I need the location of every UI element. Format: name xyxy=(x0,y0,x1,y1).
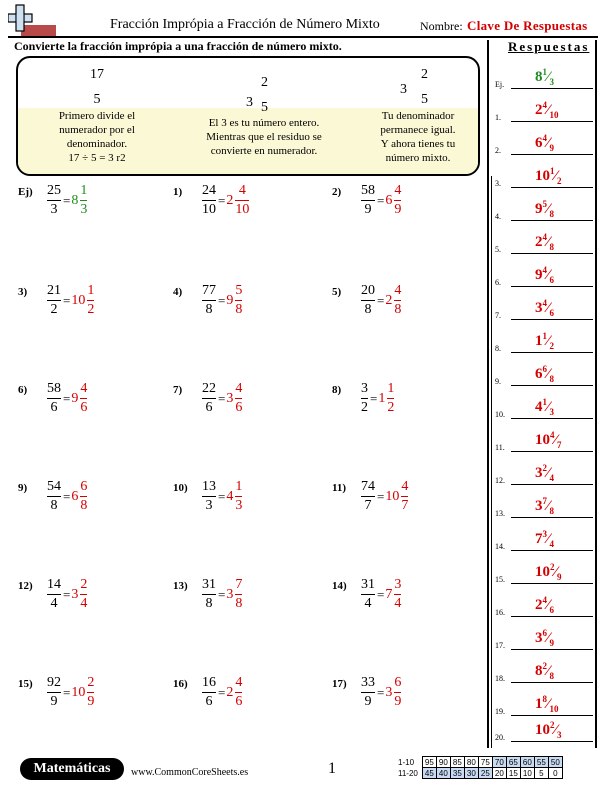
answer-row xyxy=(495,260,595,293)
example-mixed-2: 3 2 5 xyxy=(400,67,428,107)
equals-sign: = xyxy=(63,390,71,406)
score-table xyxy=(396,756,563,779)
problem-fraction: $\frac{58}{6}$ xyxy=(47,381,61,415)
answer-value: $3^4⁄_6$ xyxy=(535,298,555,318)
answer-fraction: $\frac{1}{3}$ xyxy=(235,479,243,513)
problem-fraction: $\frac{31}{8}$ xyxy=(202,577,216,611)
answer-value: $2^4⁄_6$ xyxy=(535,595,555,615)
equals-sign: = xyxy=(218,684,226,700)
problem-item xyxy=(18,284,95,317)
answer-row xyxy=(495,95,595,128)
worksheet-title: Fracción Imprópia a Fracción de Número Mixto xyxy=(110,17,380,32)
problem-number: 6) xyxy=(18,384,28,396)
answer-whole: 6 xyxy=(385,192,393,208)
answer-value: $2^4⁄_{10}$ xyxy=(535,100,559,120)
answer-label: 7. xyxy=(495,311,501,320)
problem-number: 12) xyxy=(18,580,33,592)
answer-fraction: $\frac{7}{8}$ xyxy=(235,577,243,611)
answer-label: 9. xyxy=(495,377,501,386)
equals-sign: = xyxy=(63,488,71,504)
answer-value: $10^2⁄_3$ xyxy=(535,720,562,740)
answer-row xyxy=(495,359,595,392)
answer-fraction: $\frac{3}{4}$ xyxy=(394,577,402,611)
equals-sign: = xyxy=(218,390,226,406)
problem-fraction: $\frac{25}{3}$ xyxy=(47,183,61,217)
answer-whole: 1 xyxy=(378,390,386,406)
answer-label: 10. xyxy=(495,410,505,419)
problem-item xyxy=(173,382,243,415)
example-mixed-1: 3 2 5 xyxy=(246,75,268,115)
score-cell: 95 xyxy=(422,757,436,768)
score-cell: 80 xyxy=(464,757,478,768)
answer-whole: 3 xyxy=(226,586,234,602)
answer-label: 20. xyxy=(495,733,505,742)
equals-sign: = xyxy=(218,586,226,602)
answer-line xyxy=(511,517,593,518)
answer-line xyxy=(511,741,593,742)
answer-label: 3. xyxy=(495,179,501,188)
problem-number: 8) xyxy=(332,384,342,396)
answer-line xyxy=(511,616,593,617)
problem-item xyxy=(173,284,243,317)
answer-label: Ej. xyxy=(495,80,505,89)
answer-row xyxy=(495,326,595,359)
answer-value: $9^4⁄_6$ xyxy=(535,265,555,285)
example-denominator: 5 xyxy=(93,92,101,107)
answer-line xyxy=(511,451,593,452)
problem-number: 11) xyxy=(332,482,347,494)
problem-item xyxy=(18,480,88,513)
problem-item xyxy=(332,480,409,513)
answer-label: 4. xyxy=(495,212,501,221)
answer-line xyxy=(511,253,593,254)
answer-whole: 9 xyxy=(71,390,79,406)
example-box xyxy=(16,56,480,176)
answer-row xyxy=(495,227,595,260)
equals-sign: = xyxy=(218,488,226,504)
answer-whole: 7 xyxy=(385,586,393,602)
answer-whole: 9 xyxy=(226,292,234,308)
answer-line xyxy=(511,418,593,419)
equals-sign: = xyxy=(377,488,385,504)
instruction-text: Convierte la fracción imprópia a una fracción de número mixto. xyxy=(14,39,342,53)
score-cell: 0 xyxy=(548,768,562,779)
page-number: 1 xyxy=(328,760,336,777)
problem-fraction: $\frac{24}{10}$ xyxy=(202,183,216,217)
score-cell: 5 xyxy=(534,768,548,779)
answer-fraction: $\frac{2}{9}$ xyxy=(87,675,95,709)
problem-fraction: $\frac{13}{3}$ xyxy=(202,479,216,513)
answer-fraction: $\frac{5}{8}$ xyxy=(235,283,243,317)
score-row xyxy=(396,768,562,779)
answer-label: 2. xyxy=(495,146,501,155)
example-step-2: El 3 es tu número entero. Mientras que el residuo se convierte en numerador. xyxy=(206,117,322,157)
answer-line xyxy=(511,550,593,551)
problem-item xyxy=(332,382,395,415)
answers-heading: Respuestas xyxy=(508,39,590,54)
problem-item xyxy=(18,676,95,709)
score-cell: 10 xyxy=(520,768,534,779)
score-cell: 15 xyxy=(506,768,520,779)
answer-fraction: $\frac{4}{10}$ xyxy=(235,183,250,217)
answer-label: 15. xyxy=(495,575,505,584)
problem-item xyxy=(173,676,243,709)
equals-sign: = xyxy=(377,292,385,308)
answer-row xyxy=(495,524,595,557)
problem-number: 15) xyxy=(18,678,33,690)
problem-item xyxy=(173,578,243,611)
equals-sign: = xyxy=(218,292,226,308)
answer-value: $1^8⁄_{10}$ xyxy=(535,694,559,714)
example-numerator: 17 xyxy=(90,67,104,82)
problem-number: 17) xyxy=(332,678,347,690)
problem-item xyxy=(18,578,88,611)
answer-fraction: $\frac{4}{6}$ xyxy=(235,675,243,709)
problem-fraction: $\frac{3}{2}$ xyxy=(361,381,368,415)
answer-value: $6^6⁄_8$ xyxy=(535,364,555,384)
name-label: Nombre: xyxy=(420,19,463,33)
problem-number: 10) xyxy=(173,482,188,494)
answer-value: $9^5⁄_8$ xyxy=(535,199,555,219)
problem-item xyxy=(18,184,88,217)
answer-row xyxy=(495,392,595,425)
answer-row xyxy=(495,557,595,590)
problem-fraction: $\frac{20}{8}$ xyxy=(361,283,375,317)
problem-number: 1) xyxy=(173,186,183,198)
equals-sign: = xyxy=(63,684,71,700)
answer-label: 8. xyxy=(495,344,501,353)
problem-number: Ej) xyxy=(18,186,33,198)
answer-row xyxy=(495,623,595,656)
answer-row xyxy=(495,62,595,95)
problem-fraction: $\frac{21}{2}$ xyxy=(47,283,61,317)
answer-whole: 10 xyxy=(71,292,86,308)
answer-fraction: $\frac{1}{2}$ xyxy=(387,381,395,415)
answer-whole: 3 xyxy=(385,684,393,700)
problem-number: 9) xyxy=(18,482,28,494)
answer-row xyxy=(495,689,595,722)
problem-item xyxy=(332,676,402,709)
answer-label: 16. xyxy=(495,608,505,617)
problem-number: 4) xyxy=(173,286,183,298)
answer-whole: 8 xyxy=(71,192,79,208)
problem-fraction: $\frac{77}{8}$ xyxy=(202,283,216,317)
score-cell: 45 xyxy=(422,768,436,779)
problem-item xyxy=(332,284,402,317)
score-cell: 85 xyxy=(450,757,464,768)
equals-sign: = xyxy=(63,586,71,602)
answer-line xyxy=(511,187,593,188)
problem-fraction: $\frac{33}{9}$ xyxy=(361,675,375,709)
example-step-1: Primero divide el numerador por el denominador. 17 ÷ 5 = 3 r2 xyxy=(58,110,136,164)
problem-fraction: $\frac{16}{6}$ xyxy=(202,675,216,709)
problem-item xyxy=(173,184,250,217)
problem-fraction: $\frac{22}{6}$ xyxy=(202,381,216,415)
equals-sign: = xyxy=(63,192,71,208)
answer-label: 14. xyxy=(495,542,505,551)
answer-whole: 6 xyxy=(71,488,79,504)
answer-label: 18. xyxy=(495,674,505,683)
answer-row xyxy=(495,194,595,227)
answer-line xyxy=(511,715,593,716)
answer-line xyxy=(511,121,593,122)
score-cell: 60 xyxy=(520,757,534,768)
score-cell: 90 xyxy=(436,757,450,768)
answer-value: $8^2⁄_8$ xyxy=(535,661,555,681)
answer-divider xyxy=(491,176,492,748)
equals-sign: = xyxy=(377,192,385,208)
answer-line xyxy=(511,154,593,155)
answer-line xyxy=(511,583,593,584)
answer-value: $10^2⁄_9$ xyxy=(535,562,562,582)
answer-line xyxy=(511,352,593,353)
problem-item xyxy=(332,184,402,217)
problem-item xyxy=(332,578,402,611)
answer-line xyxy=(511,88,593,89)
problem-number: 16) xyxy=(173,678,188,690)
score-cell: 70 xyxy=(492,757,506,768)
example-step-3: Tu denominador permanece igual. Y ahora tienes tu número mixto. xyxy=(380,110,456,164)
problem-number: 7) xyxy=(173,384,183,396)
problem-number: 13) xyxy=(173,580,188,592)
answer-line xyxy=(511,220,593,221)
problem-fraction: $\frac{14}{4}$ xyxy=(47,577,61,611)
answer-row xyxy=(495,656,595,689)
answer-line xyxy=(511,286,593,287)
answer-label: 19. xyxy=(495,707,505,716)
answer-row xyxy=(495,425,595,458)
answer-value: $3^6⁄_9$ xyxy=(535,628,555,648)
answer-row xyxy=(495,293,595,326)
answer-whole: 10 xyxy=(385,488,400,504)
answer-fraction: $\frac{4}{6}$ xyxy=(235,381,243,415)
answer-value: $8^1⁄_3$ xyxy=(535,67,555,87)
problem-fraction: $\frac{92}{9}$ xyxy=(47,675,61,709)
problem-fraction: $\frac{31}{4}$ xyxy=(361,577,375,611)
problem-number: 14) xyxy=(332,580,347,592)
name-value: Clave De Respuestas xyxy=(467,18,588,33)
answer-line xyxy=(511,319,593,320)
score-row xyxy=(396,757,562,768)
answer-label: 5. xyxy=(495,245,501,254)
answer-fraction: $\frac{2}{4}$ xyxy=(80,577,88,611)
equals-sign: = xyxy=(377,684,385,700)
problem-item xyxy=(18,382,88,415)
answer-value: $10^4⁄_7$ xyxy=(535,430,562,450)
problem-item xyxy=(173,480,243,513)
problem-number: 2) xyxy=(332,186,342,198)
subject-badge: Matemáticas xyxy=(20,758,124,780)
answer-fraction: $\frac{4}{8}$ xyxy=(394,283,402,317)
problem-number: 5) xyxy=(332,286,342,298)
answer-value: $3^7⁄_8$ xyxy=(535,496,555,516)
header-rule xyxy=(8,36,598,38)
equals-sign: = xyxy=(377,586,385,602)
answer-fraction: $\frac{4}{9}$ xyxy=(394,183,402,217)
answer-whole: 10 xyxy=(71,684,86,700)
score-cell: 30 xyxy=(464,768,478,779)
answer-row xyxy=(495,128,595,161)
site-url: www.CommonCoreSheets.es xyxy=(131,767,249,778)
answer-fraction: $\frac{1}{2}$ xyxy=(87,283,95,317)
answer-line xyxy=(511,385,593,386)
answer-value: $2^4⁄_8$ xyxy=(535,232,555,252)
example-fraction xyxy=(90,68,104,107)
answer-label: 6. xyxy=(495,278,501,287)
answer-whole: 3 xyxy=(226,390,234,406)
answer-value: $1^1⁄_2$ xyxy=(535,331,555,351)
answer-whole: 3 xyxy=(71,586,79,602)
equals-sign: = xyxy=(63,292,71,308)
score-cell: 55 xyxy=(534,757,548,768)
answer-whole: 4 xyxy=(226,488,234,504)
problem-fraction: $\frac{54}{8}$ xyxy=(47,479,61,513)
equals-sign: = xyxy=(370,390,378,406)
answer-whole: 2 xyxy=(226,192,234,208)
answer-fraction: $\frac{6}{9}$ xyxy=(394,675,402,709)
answer-value: $3^2⁄_4$ xyxy=(535,463,555,483)
score-cell: 65 xyxy=(506,757,520,768)
answer-fraction: $\frac{1}{3}$ xyxy=(80,183,88,217)
answer-fraction: $\frac{4}{6}$ xyxy=(80,381,88,415)
answer-row xyxy=(495,590,595,623)
score-row-label: 11-20 xyxy=(398,768,418,778)
equals-sign: = xyxy=(218,192,226,208)
answer-fraction: $\frac{4}{7}$ xyxy=(401,479,409,513)
answer-fraction: $\frac{6}{8}$ xyxy=(80,479,88,513)
answer-value: $10^1⁄_2$ xyxy=(535,166,562,186)
answer-row xyxy=(495,161,595,194)
answer-value: $4^1⁄_3$ xyxy=(535,397,555,417)
score-cell: 25 xyxy=(478,768,492,779)
answer-row xyxy=(495,722,595,748)
score-cell: 50 xyxy=(548,757,562,768)
score-cell: 20 xyxy=(492,768,506,779)
answer-label: 17. xyxy=(495,641,505,650)
score-cell: 35 xyxy=(450,768,464,779)
score-row-label: 1-10 xyxy=(398,757,415,767)
answer-label: 1. xyxy=(495,113,501,122)
answer-whole: 2 xyxy=(385,292,393,308)
problem-number: 3) xyxy=(18,286,28,298)
score-cell: 75 xyxy=(478,757,492,768)
score-cell: 40 xyxy=(436,768,450,779)
answer-line xyxy=(511,682,593,683)
answer-label: 13. xyxy=(495,509,505,518)
problem-fraction: $\frac{58}{9}$ xyxy=(361,183,375,217)
answer-value: $6^4⁄_9$ xyxy=(535,133,555,153)
problem-fraction: $\frac{74}{7}$ xyxy=(361,479,375,513)
answer-label: 12. xyxy=(495,476,505,485)
answer-row xyxy=(495,458,595,491)
answer-row xyxy=(495,491,595,524)
answer-value: $7^3⁄_4$ xyxy=(535,529,555,549)
answer-line xyxy=(511,484,593,485)
answer-line xyxy=(511,649,593,650)
answer-whole: 2 xyxy=(226,684,234,700)
answer-label: 11. xyxy=(495,443,505,452)
